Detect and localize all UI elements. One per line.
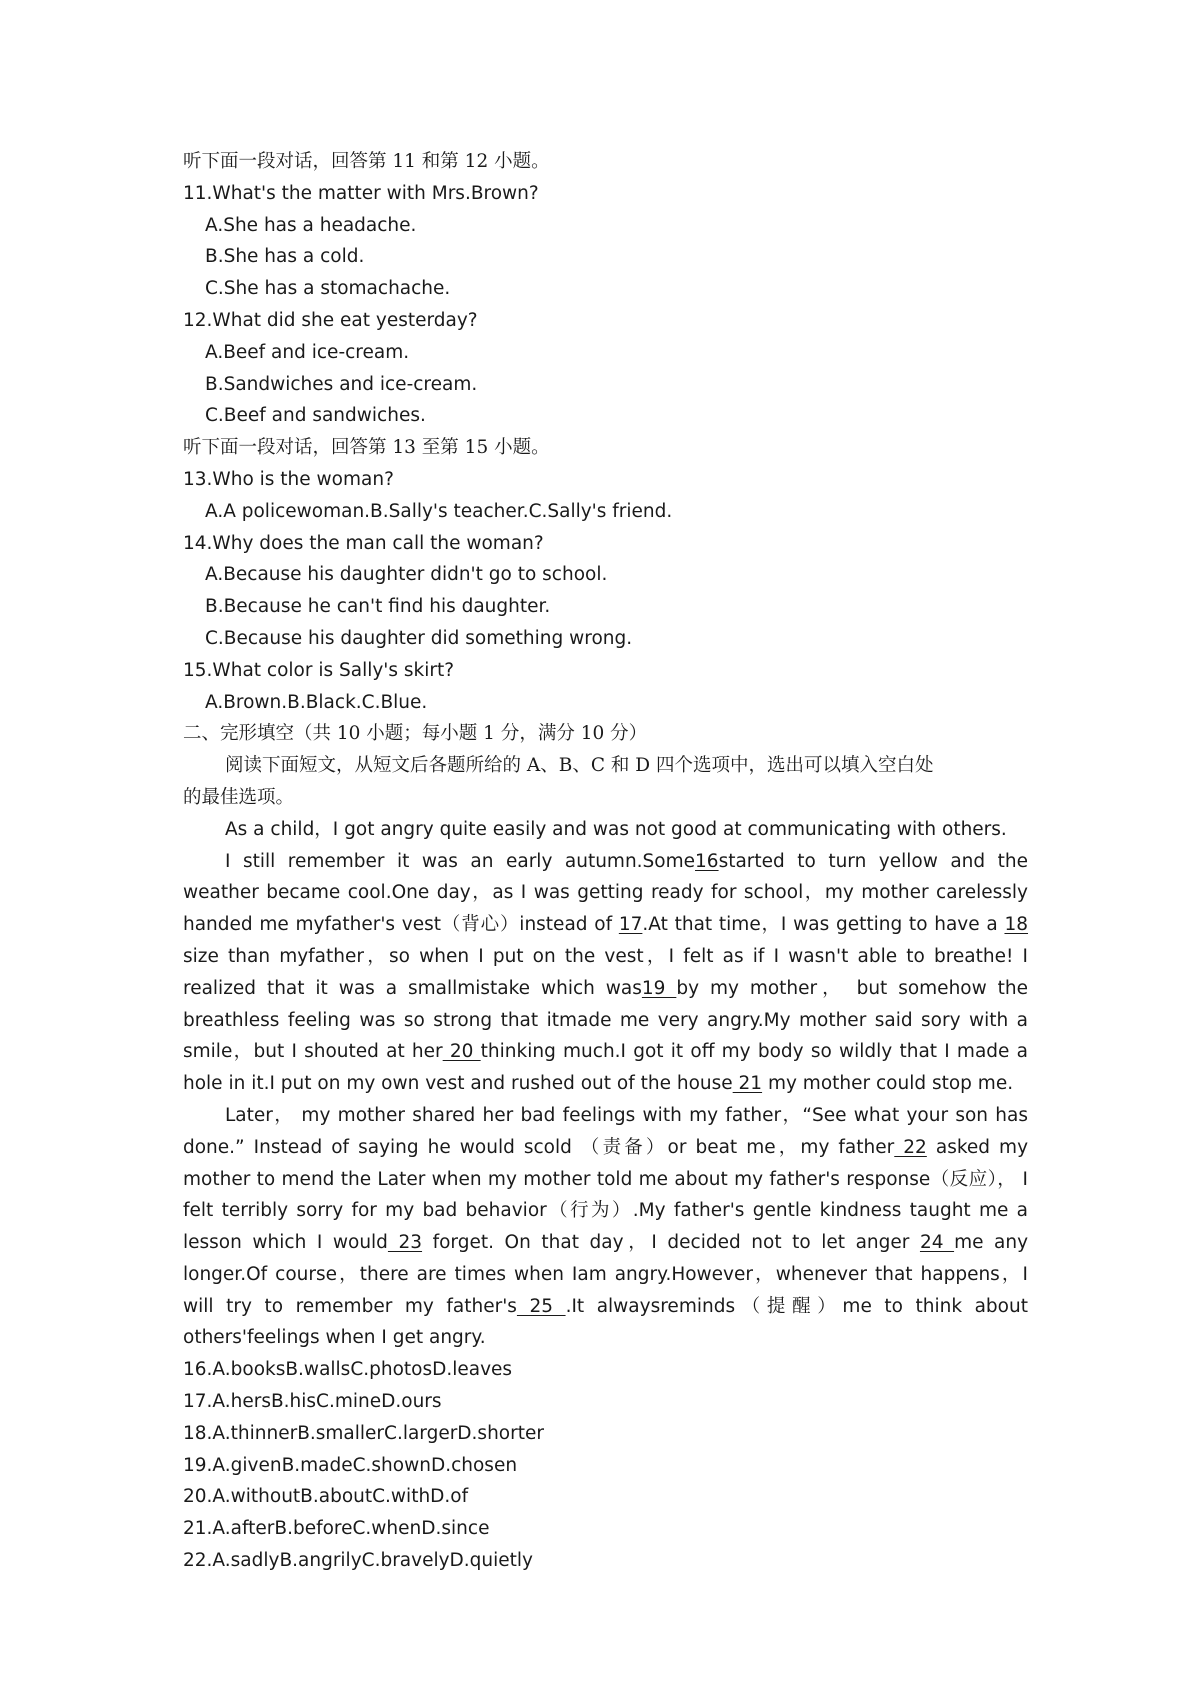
q11-option-c: C.She has a stomachache. [205,278,451,300]
blank-16: 16 [695,850,719,872]
blank-21: 21 [732,1073,763,1095]
q11-option-a: A.She has a headache. [205,214,417,236]
p3-text-2: asked my mother to mend the Later when my mother told me about my father's response（反应）， I felt terribly sorry for my bad behavior（行为）.My father's gentle kindness taught me a lesson which I would [183,1136,1029,1254]
blank-22: 22 [894,1136,927,1158]
q12-option-a: A.Beef and ice-cream. [205,341,410,363]
p3-text-5: .It alwaysreminds（提醒）me to think about others'feelings when I get angry. [183,1295,1028,1349]
question-12: 12.What did she eat yesterday? [183,309,478,331]
q13-options: A.A policewoman.B.Sally's teacher.C.Sally's friend. [205,500,673,522]
cloze-option-19: 19.A.givenB.madeC.shownD.chosen [183,1454,518,1476]
cloze-instruction-line1: 阅读下面短文，从短文后各题所给的 A、B、C 和 D 四个选项中，选出可以填入空白处 [225,755,934,777]
question-13: 13.Who is the woman? [183,468,394,490]
q11-option-b: B.She has a cold. [205,246,365,268]
listening-intro-11-12: 听下面一段对话，回答第 11 和第 12 小题。 [183,151,550,172]
q14-option-c: C.Because his daughter did something wrong. [205,627,633,649]
p2-text-7: my mother could stop me. [762,1073,1014,1095]
blank-19: 19 [641,977,677,999]
q14-option-b: B.Because he can't find his daughter. [205,596,551,618]
p2-text-3: .At that time，I was getting to have a [642,914,1005,936]
cloze-instruction-line2: 的最佳选项。 [183,786,295,808]
p2-text-2: started to turn yellow and the weather became cool.One day，as I was getting ready for school，my mother carelessly handed me myfather's vest（背心）instead of [183,850,1028,936]
blank-23: 23 [387,1232,423,1254]
p3-text-4: me any longer.Of course，there are times when Iam angry.However，whenever that happens，I will try to remember my father's [183,1232,1029,1317]
cloze-option-18: 18.A.thinnerB.smallerC.largerD.shorter [183,1422,544,1444]
blank-24: 24 [919,1232,955,1254]
blank-18: 18 [1004,914,1029,936]
p2-text-1: I still remember it was an early autumn.Some [225,850,696,872]
q15-options: A.Brown.B.Black.C.Blue. [205,691,428,713]
question-11: 11.What's the matter with Mrs.Brown? [183,182,539,204]
question-14: 14.Why does the man call the woman? [183,532,544,554]
q12-option-c: C.Beef and sandwiches. [205,405,426,427]
p3-text-3: forget. On that day，I decided not to let anger [422,1232,920,1254]
cloze-option-17: 17.A.hersB.hisC.mineD.ours [183,1391,442,1413]
question-15: 15.What color is Sally's skirt? [183,659,455,681]
listening-intro-13-15: 听下面一段对话，回答第 13 至第 15 小题。 [183,437,550,459]
q12-option-b: B.Sandwiches and ice-cream. [205,373,478,395]
passage-paragraph-2 [183,846,1028,1100]
cloze-option-20: 20.A.withoutB.aboutC.withD.of [183,1486,469,1508]
passage-paragraph-1: As a child，I got angry quite easily and was not good at communicating with others. [225,818,1007,840]
blank-17: 17 [618,914,643,936]
p2-text-5: by my mother， but somehow the breathless feeling was so strong that itmade me very angry.My mother said sory with a smile，but I shouted at her [183,977,1029,1063]
passage-paragraph-3 [183,1100,1028,1354]
cloze-option-16: 16.A.booksB.wallsC.photosD.leaves [183,1359,513,1381]
q14-option-a: A.Because his daughter didn't go to school. [205,564,608,586]
p2-text-4: size than myfather，so when I put on the vest，I felt as if I wasn't able to breathe! I realized that it was a smallmistake which was [183,945,1028,999]
cloze-option-22: 22.A.sadlyB.angrilyC.bravelyD.quietly [183,1550,534,1572]
cloze-option-21: 21.A.afterB.beforeC.whenD.since [183,1518,490,1540]
cloze-heading: 二、完形填空（共 10 小题；每小题 1 分，满分 10 分） [183,723,648,745]
exam-page [183,146,1028,1577]
blank-20: 20 [442,1041,481,1063]
blank-25: 25 [516,1295,566,1317]
p3-text-1: Later， my mother shared her bad feelings with my father，“See what your son has done.” Instead of saying he would scold （责备）or beat me，my father [183,1104,1028,1158]
p2-text-6: thinking much.I got it off my body so wildly that I made a hole in it.I put on my own vest and rushed out of the house [183,1041,1028,1095]
